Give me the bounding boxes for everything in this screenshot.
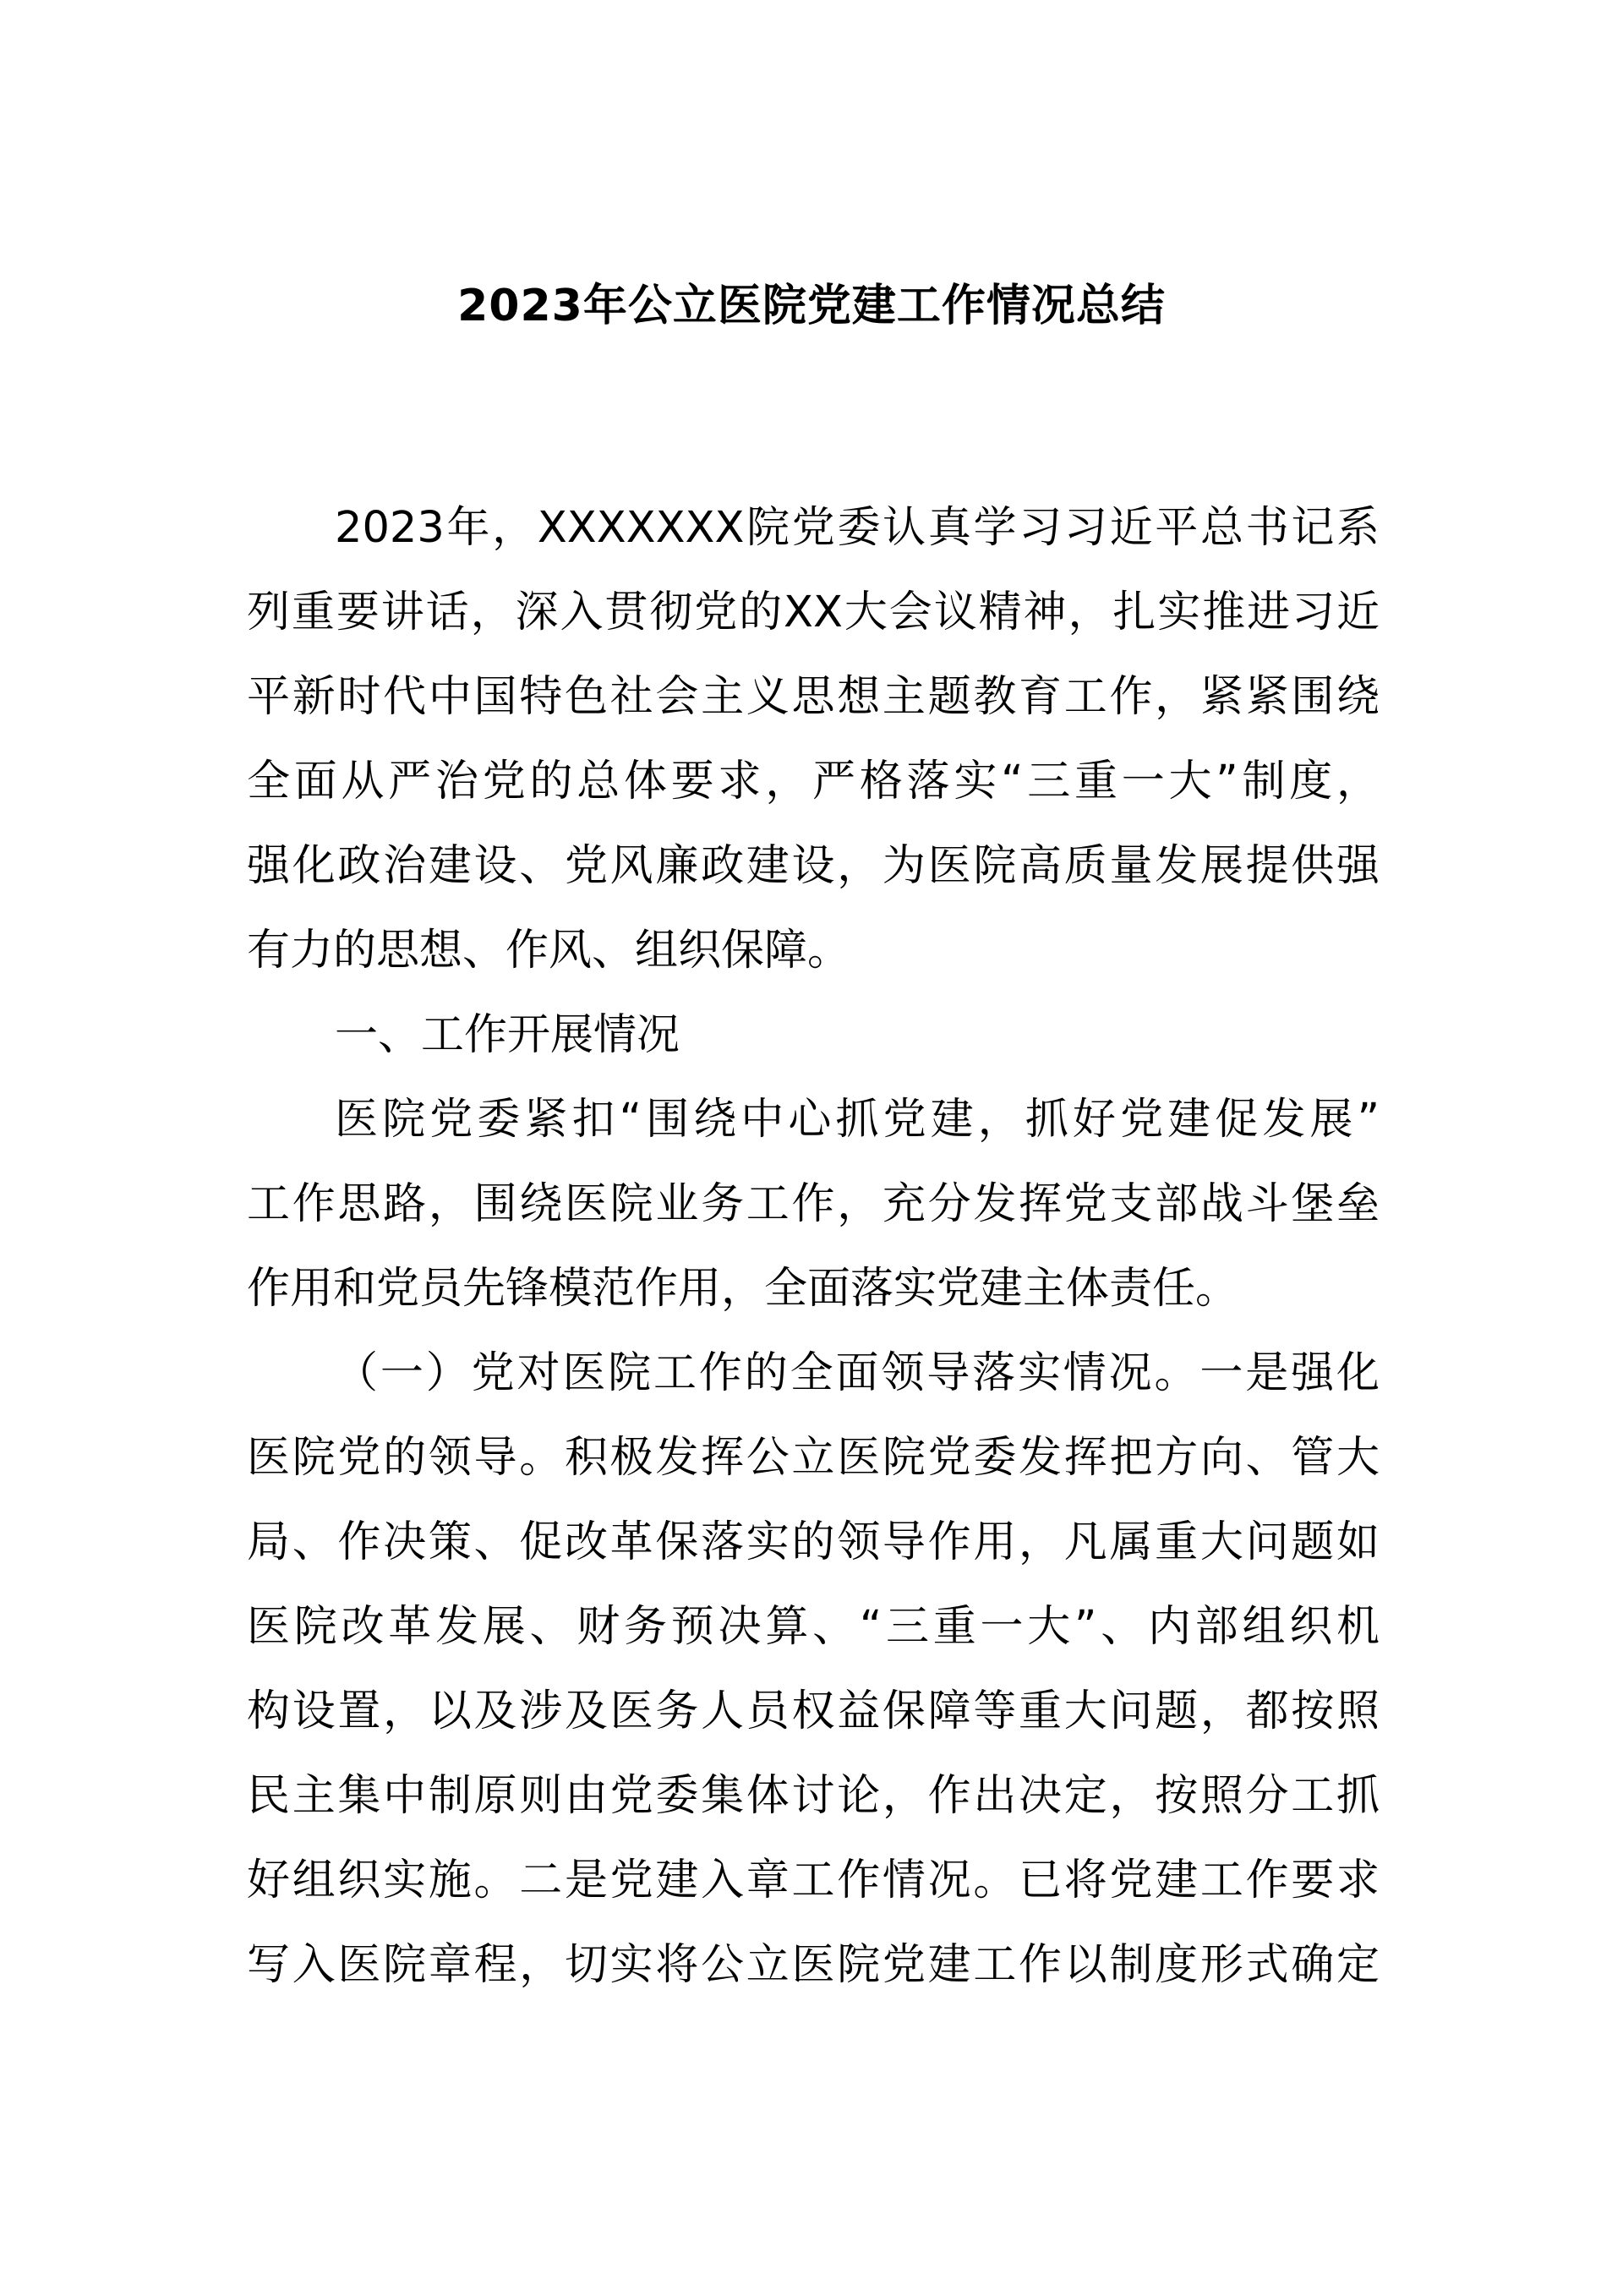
paragraph-line: 列重要讲话，深入贯彻党的XX大会议精神，扎实推进习近 — [247, 588, 1380, 637]
section-heading: 一、工作开展情况 — [335, 1010, 680, 1060]
document-title: 2023年公立医院党建工作情况总结 — [457, 281, 1166, 331]
paragraph-line: 医院党的领导。积极发挥公立医院党委发挥把方向、管大 — [247, 1433, 1380, 1483]
paragraph-line: 写入医院章程，切实将公立医院党建工作以制度形式确定 — [247, 1940, 1380, 1990]
paragraph-line: （一）党对医院工作的全面领导落实情况。一是强化 — [335, 1348, 1380, 1398]
paragraph-line: 好组织实施。二是党建入章工作情况。已将党建工作要求 — [247, 1856, 1380, 1905]
paragraph-line: 构设置，以及涉及医务人员权益保障等重大问题，都按照 — [247, 1686, 1380, 1736]
paragraph-line: 强化政治建设、党风廉政建设，为医院高质量发展提供强 — [247, 841, 1380, 891]
paragraph-line: 医院改革发展、财务预决算、“三重一大”、内部组织机 — [247, 1602, 1380, 1652]
document-body — [247, 486, 1380, 2008]
paragraph-line: 平新时代中国特色社会主义思想主题教育工作，紧紧围绕 — [247, 672, 1380, 722]
paragraph-line: 工作思路，围绕医院业务工作，充分发挥党支部战斗堡垒 — [247, 1179, 1380, 1229]
paragraph-line: 局、作决策、促改革保落实的领导作用，凡属重大问题如 — [247, 1517, 1380, 1567]
paragraph-line: 民主集中制原则由党委集体讨论，作出决定，按照分工抓 — [247, 1771, 1380, 1821]
paragraph-line: 全面从严治党的总体要求，严格落实“三重一大”制度， — [247, 757, 1380, 806]
paragraph-line: 医院党委紧扣“围绕中心抓党建，抓好党建促发展” — [335, 1095, 1380, 1145]
paragraph-line: 作用和党员先锋模范作用，全面落实党建主体责任。 — [247, 1264, 1239, 1314]
paragraph-line: 2023年，XXXXXXX院党委认真学习习近平总书记系 — [335, 503, 1380, 553]
paragraph-line: 有力的思想、作风、组织保障。 — [247, 926, 851, 976]
